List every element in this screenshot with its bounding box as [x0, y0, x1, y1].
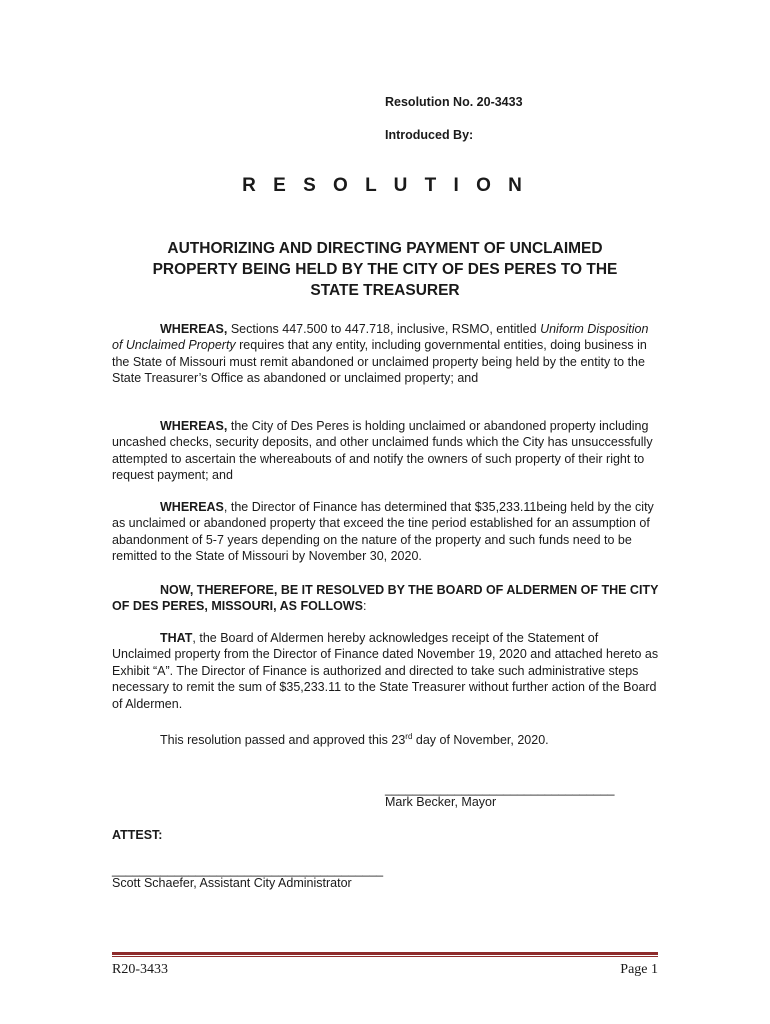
whereas-lead: WHEREAS,: [160, 419, 228, 433]
whereas-paragraph-3: [112, 499, 660, 565]
whereas-text: requires that any entity, including governmental entities, doing business in the State of Missouri must remit abandoned or unclaimed property being held by the entity to the State Treasurer’s Office as abandoned or unclaimed property; and: [112, 338, 647, 386]
now-therefore-paragraph: [112, 582, 660, 615]
passed-paragraph: [112, 729, 660, 749]
whereas-lead: WHEREAS,: [160, 322, 228, 336]
passed-text: This resolution passed and approved this 23: [160, 733, 406, 748]
that-text: , the Board of Aldermen hereby acknowledges receipt of the Statement of Unclaimed property from the Director of Finance dated November 19, 2020 and attached hereto as Exhibit “A”. The Director of Finance is authorized and directed to take such administrative steps necessary to remit the sum of $35,233.11 to the State Treasurer without further action of the Board of Aldermen.: [112, 631, 659, 711]
whereas-text: , the Director of Finance has determined that $35,233.11being held by the city as unclaimed or abandoned property that exceed the tine period established for an assumption of abandonment of 5-7 years depending on the nature of the property and such funds need to be remitted to the State of Missouri by November 30, 2020.: [112, 500, 654, 564]
statute-title: Uniform Disposition of Unclaimed Property: [112, 322, 649, 353]
footer-divider: [112, 952, 658, 955]
ordinal-suffix: rd: [405, 732, 413, 741]
attest-label: ATTEST:: [112, 828, 163, 842]
document-title: R E S O L U T I O N: [242, 175, 528, 196]
whereas-paragraph-2: [112, 418, 660, 484]
subject-line: AUTHORIZING AND DIRECTING PAYMENT OF UNCLAIMED: [167, 240, 603, 257]
introduced-by: Introduced By:: [385, 128, 474, 142]
mayor-name: Mark Becker, Mayor: [385, 795, 497, 809]
subject-line: STATE TREASURER: [310, 282, 460, 299]
whereas-text: the City of Des Peres is holding unclaimed or abandoned property including uncashed checks, security deposits, and other unclaimed funds which the City has unsuccessfully attempted to ascertain the whereabouts of and notify the owners of such property of their right to request payment; and: [112, 419, 653, 483]
footer-divider-thin: [112, 956, 658, 957]
resolution-number: Resolution No. 20-3433: [385, 95, 523, 109]
passed-text: day of November, 2020.: [412, 733, 549, 748]
mayor-signature-line: _________________________________: [385, 782, 615, 796]
resolved-clause: NOW, THEREFORE, BE IT RESOLVED BY THE BOARD OF ALDERMEN OF THE CITY OF DES PERES, MISSOURI, AS FOLLOWS: [112, 583, 659, 614]
attest-name: Scott Schaefer, Assistant City Administrator: [112, 876, 352, 890]
subject-line: PROPERTY BEING HELD BY THE CITY OF DES PERES TO THE: [152, 261, 618, 278]
resolution-subject: [100, 238, 670, 301]
whereas-lead: WHEREAS: [160, 500, 224, 514]
that-paragraph: [112, 630, 660, 712]
whereas-paragraph-1: [112, 321, 660, 387]
whereas-text: Sections 447.500 to 447.718, inclusive, RSMO, entitled: [227, 322, 541, 336]
footer-page-number: Page 1: [620, 962, 658, 977]
footer-document-id: R20-3433: [112, 962, 168, 977]
that-lead: THAT: [160, 631, 193, 645]
attest-signature-line: _______________________________________: [112, 863, 384, 877]
resolved-colon: :: [362, 599, 367, 614]
